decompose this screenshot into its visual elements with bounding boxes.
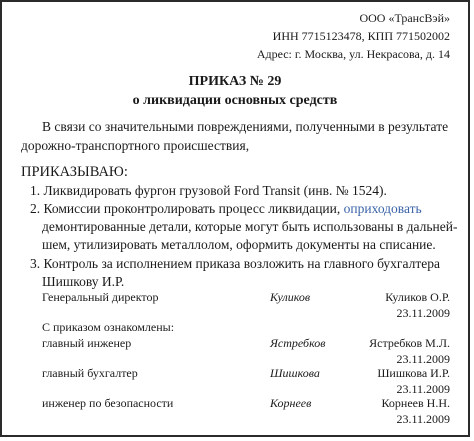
- director-date: 23.11.2009: [396, 306, 450, 320]
- company-inn-kpp: ИНН 7715123478, КПП 771502002: [272, 29, 450, 43]
- signer-date: 23.11.2009: [396, 412, 450, 426]
- preamble-line-1: В связи со значительными повреждениями, полученными в результате: [42, 119, 449, 134]
- signer-role: главный инженер: [42, 336, 132, 350]
- signer-name: Шишкова И.Р.: [377, 366, 450, 380]
- acquainted-label: С приказом ознакомлены:: [42, 320, 175, 334]
- director-name: Куликов О.Р.: [385, 290, 450, 304]
- item-3-line-1: 3. Контроль за исполнением приказа возложить на главного бухгалтера: [30, 256, 440, 271]
- signer-name: Ястребков М.Л.: [369, 336, 450, 350]
- order-subtitle: о ликвидации основных средств: [132, 93, 338, 108]
- signer-signature: Корнеев: [270, 396, 312, 410]
- item-2-text: 2. Комиссии проконтролировать процесс ликвидации,: [30, 201, 341, 216]
- signer-date: 23.11.2009: [396, 382, 450, 396]
- signer-signature: Шишкова: [270, 366, 320, 380]
- command-heading: ПРИКАЗЫВАЮ:: [21, 164, 128, 180]
- director-role: Генеральный директор: [42, 290, 159, 304]
- signer-signature: Ястребков: [270, 336, 326, 350]
- item-2-highlight: оприходовать: [343, 201, 422, 216]
- item-2-line-2: демонтированные детали, которые могут быть использованы в дальней-: [42, 219, 458, 234]
- signer-name: Корнеев Н.Н.: [381, 396, 450, 410]
- order-title: ПРИКАЗ № 29: [188, 74, 282, 89]
- signer-role: инженер по безопасности: [42, 396, 174, 410]
- item-2-line-1: [30, 201, 422, 217]
- company-address: Адрес: г. Москва, ул. Некрасова, д. 14: [256, 47, 450, 61]
- company-name: ООО «ТрансВэй»: [359, 11, 450, 25]
- signer-date: 23.11.2009: [396, 352, 450, 366]
- director-signature: Куликов: [270, 290, 311, 304]
- signer-role: главный бухгалтер: [42, 366, 138, 380]
- item-1: 1. Ликвидировать фургон грузовой Ford Transit (инв. № 1524).: [30, 183, 387, 198]
- item-3-line-2: Шишкову И.Р.: [42, 274, 125, 289]
- item-2-line-3: шем, утилизировать металлолом, оформить документы на списание.: [42, 237, 436, 252]
- preamble-line-2: дорожно-транспортного происшествия,: [21, 138, 250, 153]
